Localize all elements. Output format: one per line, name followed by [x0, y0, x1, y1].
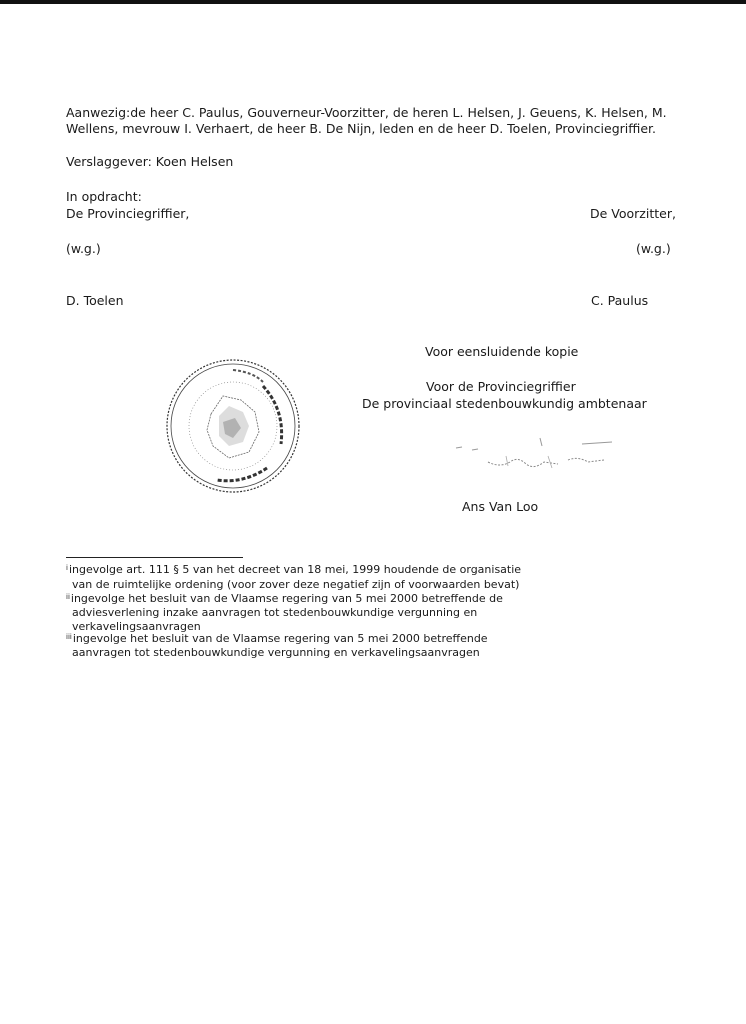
official-name: Ans Van Loo: [462, 499, 539, 514]
footnote-2-line-3: verkavelingsaanvragen: [72, 620, 201, 633]
griffier-wg: (w.g.): [66, 241, 101, 256]
footnote-2-line-1: $^{ii}$ingevolge het besluit van de Vlaamse regering van 5 mei 2000 betreffende de: [66, 592, 503, 605]
chair-role: De Voorzitter,: [590, 206, 676, 221]
attendance-line-2: Wellens, mevrouw I. Verhaert, de heer B. De Nijn, leden en de heer D. Toelen, Provinciegriffier.: [66, 121, 656, 136]
footnote-1-line-1: $^i$ingevolge art. 111 § 5 van het decreet van 18 mei, 1999 houdende de organisatie: [66, 563, 522, 576]
chair-name: C. Paulus: [591, 293, 649, 308]
footnote-divider: [66, 557, 243, 558]
certification-line-3: De provinciaal stedenbouwkundig ambtenaar: [362, 396, 647, 411]
chair-wg: (w.g.): [636, 241, 671, 256]
footnote-1-line-2: van de ruimtelijke ordening (voor zover deze negatief zijn of voorwaarden bevat): [72, 578, 520, 591]
footnote-2-line-2: adviesverlening inzake aanvragen tot stedenbouwkundige vergunning en: [72, 606, 478, 619]
scan-top-edge: [0, 0, 746, 4]
footnote-3-line-1: $^{iii}$ingevolge het besluit van de Vlaamse regering van 5 mei 2000 betreffende: [66, 632, 488, 645]
certification-line-1: Voor eensluidende kopie: [425, 344, 579, 359]
griffier-role: De Provinciegriffier,: [66, 206, 190, 221]
certification-line-2: Voor de Provinciegriffier: [426, 379, 576, 394]
provincial-seal-stamp-icon: [163, 356, 303, 496]
griffier-name: D. Toelen: [66, 293, 124, 308]
signature-scribble-icon: [448, 428, 618, 478]
attendance-line-1: Aanwezig:de heer C. Paulus, Gouverneur-Voorzitter, de heren L. Helsen, J. Geuens, K. Helsen, M.: [66, 105, 667, 120]
rapporteur-line: Verslaggever: Koen Helsen: [66, 154, 234, 169]
commission-label: In opdracht:: [66, 189, 142, 204]
footnote-3-line-2: aanvragen tot stedenbouwkundige vergunning en verkavelingsaanvragen: [72, 646, 480, 659]
